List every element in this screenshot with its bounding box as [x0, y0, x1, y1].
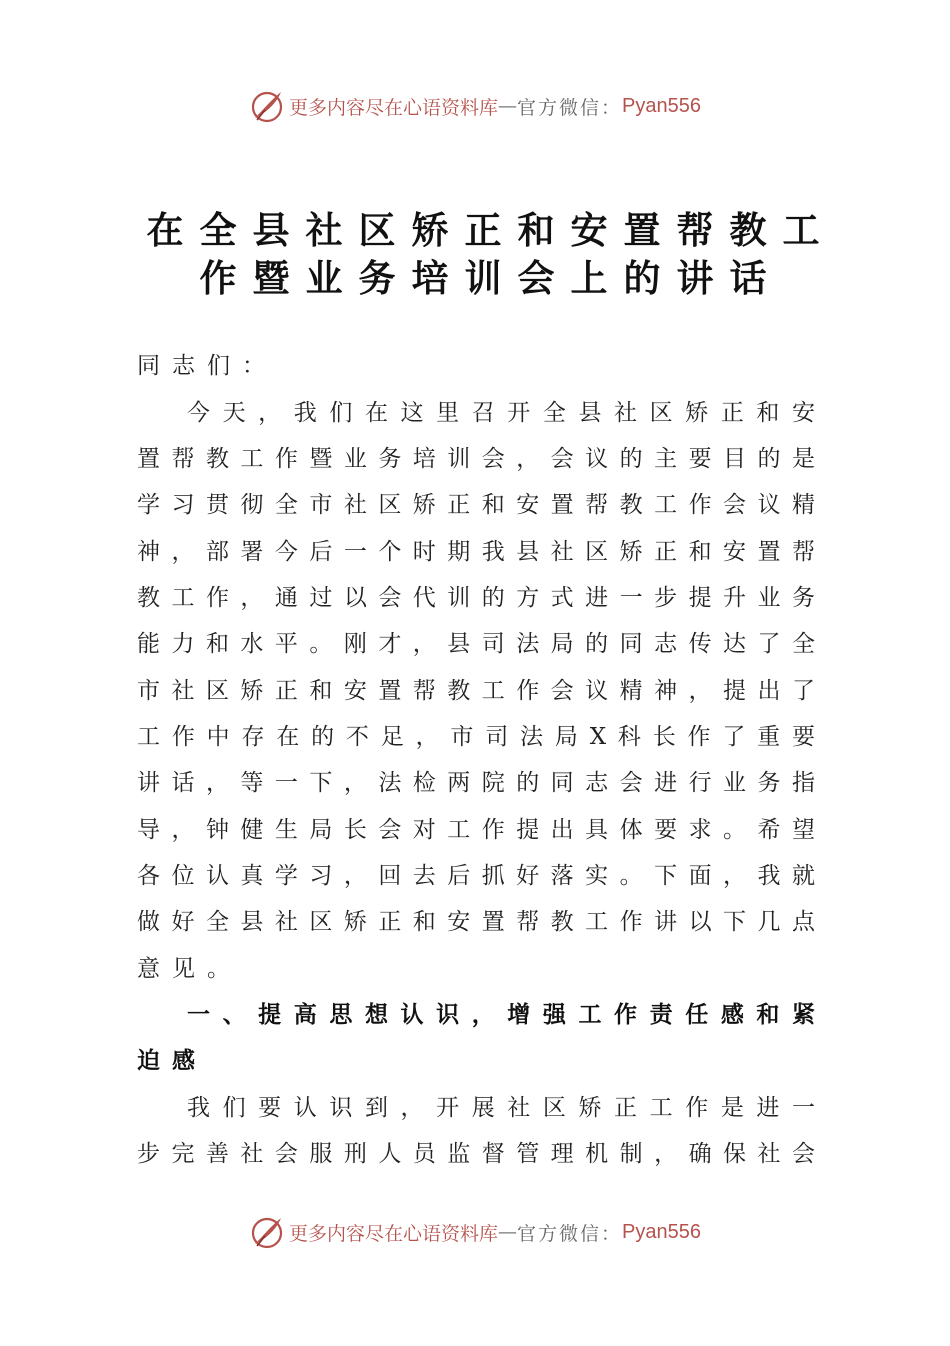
paragraph-line: 意见。	[137, 956, 242, 982]
paragraph-line: 我们要认识到，开展社区矫正工作是进一	[187, 1095, 815, 1121]
watermark-gray-text: 官方微信：	[517, 96, 623, 119]
paragraph-line: 教工作，通过以会代训的方式进一步提升业务	[137, 585, 815, 611]
section-heading-line: 一、提高思想认识，增强工作责任感和紧	[187, 1002, 815, 1028]
paragraph-line: 做好全县社区矫正和安置帮教工作讲以下几点	[137, 909, 815, 935]
paragraph-line: 置帮教工作暨业务培训会，会议的主要目的是	[137, 446, 815, 472]
watermark-id: Pyan556	[622, 1220, 701, 1243]
watermark-banner-top	[0, 86, 950, 126]
salutation: 同志们：	[137, 353, 277, 379]
paragraph-line: 市社区矫正和安置帮教工作会议精神，提出了	[137, 678, 815, 704]
watermark-red-text: 更多内容尽在心语资料库	[289, 1222, 499, 1245]
paragraph-line: 工作中存在的不足，市司法局X科长作了重要	[137, 724, 815, 750]
paragraph-line: 导，钟健生局长会对工作提出具体要求。希望	[137, 817, 815, 843]
paragraph-line: 今天，我们在这里召开全县社区矫正和安	[187, 400, 815, 426]
paragraph-line: 各位认真学习，回去后抓好落实。下面，我就	[137, 863, 815, 889]
quill-logo-icon	[249, 88, 285, 124]
paragraph-line: 能力和水平。刚才，县司法局的同志传达了全	[137, 631, 815, 657]
paragraph-line: 学习贯彻全市社区矫正和安置帮教工作会议精	[137, 492, 815, 518]
paragraph-line: 讲话，等一下，法检两院的同志会进行业务指	[137, 770, 815, 796]
paragraph-line: 步完善社会服刑人员监督管理机制，确保社会	[137, 1141, 815, 1167]
section-heading-line: 迫感	[137, 1048, 207, 1074]
document-title-line-1: 在全县社区矫正和安置帮教工	[146, 209, 836, 252]
watermark-dash: —	[498, 1221, 518, 1243]
paragraph-line: 神，部署今后一个时期我县社区矫正和安置帮	[137, 539, 815, 565]
document-title-line-2: 作暨业务培训会上的讲话	[199, 257, 783, 300]
watermark-red-text: 更多内容尽在心语资料库	[289, 96, 499, 119]
watermark-id: Pyan556	[622, 94, 701, 117]
watermark-banner-bottom	[0, 1212, 950, 1252]
quill-logo-icon	[249, 1214, 285, 1250]
watermark-gray-text: 官方微信：	[517, 1222, 623, 1245]
watermark-dash: —	[498, 95, 518, 117]
